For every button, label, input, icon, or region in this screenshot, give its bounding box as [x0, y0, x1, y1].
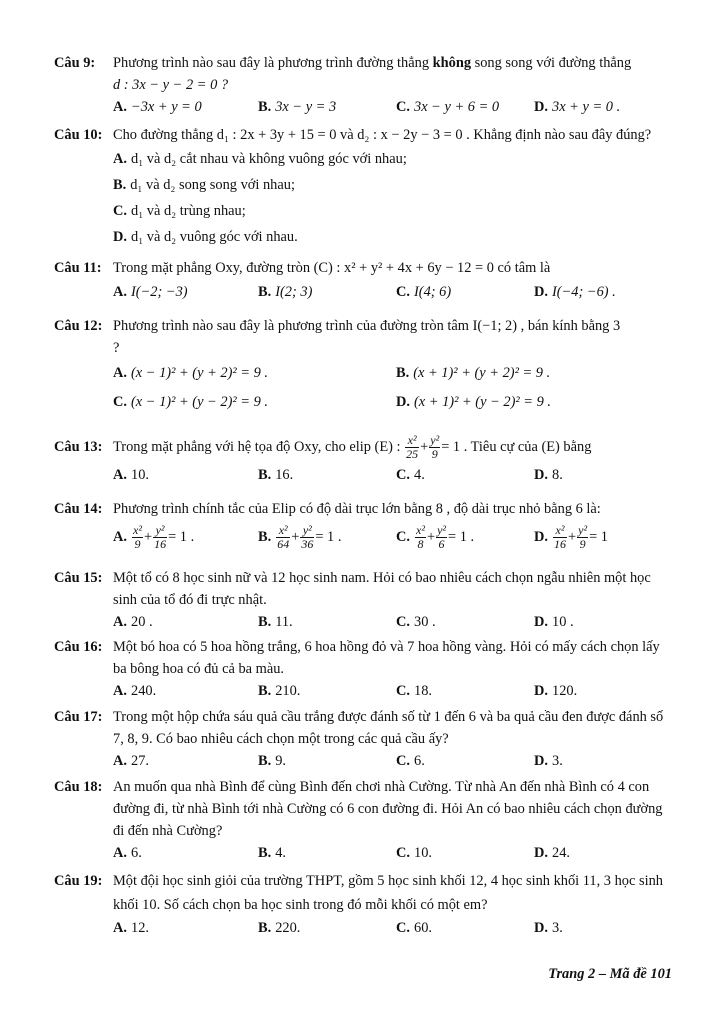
question-16 — [54, 636, 674, 703]
question-number: Câu 12: — [54, 318, 103, 334]
question-text: Một bó hoa có 5 hoa hồng trắng, 6 hoa hồng đỏ và 7 hoa hồng vàng. Hỏi có mấy cách chọn lấy ba bông hoa có đủ cả ba màu. — [113, 639, 660, 677]
option-d[interactable]: D. 3. — [534, 920, 563, 936]
question-text: Một đội học sinh giỏi của trường THPT, gồm 5 học sinh khối 12, 4 học sinh khối 11, 3 học sinh khối 10. Số cách chọn ba học sinh trong đó mỗi khối có một em? — [113, 873, 663, 913]
page-footer: Trang 2 – Mã đề 101 — [548, 966, 672, 982]
question-text: An muốn qua nhà Bình để cùng Bình đến chơi nhà Cường. Từ nhà An đến nhà Bình có 4 con đường đi, từ nhà Bình tới nhà Cường có 6 con đường đi. Hỏi An có bao nhiêu cách chọn đường đi đến nhà Cường? — [113, 779, 663, 839]
option-d[interactable]: D. 120. — [534, 683, 578, 699]
option-d[interactable]: D. I(−4; −6) . — [534, 284, 616, 300]
option-c[interactable]: C. $\frac{\text{x²}}{8}$ + $\frac{\text{y²}}{6}$ = 1 . — [396, 523, 475, 552]
option-c[interactable]: C. (x − 1)² + (y − 2)² = 9 . — [113, 394, 268, 410]
question-11 — [54, 257, 674, 305]
question-number: Câu 19: — [54, 873, 103, 889]
question-number: Câu 17: — [54, 709, 103, 725]
question-text-line2: ? — [113, 340, 120, 356]
option-b[interactable]: B. 3x − y = 3 — [258, 99, 337, 115]
options-row — [54, 750, 674, 773]
question-number: Câu 11: — [54, 260, 102, 276]
option-a[interactable]: A. 6. — [113, 845, 142, 861]
option-b[interactable]: B. 9. — [258, 753, 286, 769]
question-12 — [54, 315, 674, 417]
option-a[interactable]: A. d₁ và d₂ cắt nhau và không vuông góc với nhau; — [113, 151, 407, 167]
question-14 — [54, 498, 674, 554]
question-18 — [54, 776, 674, 865]
question-17 — [54, 706, 674, 773]
option-b[interactable]: B. d₁ và d₂ song song với nhau; — [113, 177, 295, 193]
option-d[interactable]: D. 8. — [534, 467, 563, 483]
question-13 — [54, 430, 674, 487]
options-row — [54, 464, 674, 487]
option-b[interactable]: B. (x + 1)² + (y + 2)² = 9 . — [396, 365, 551, 381]
options-row — [54, 359, 674, 388]
question-text: Phương trình nào sau đây là phương trình của đường tròn tâm I(−1; 2) , bán kính bằng 3 — [113, 318, 621, 334]
option-c[interactable]: C. 18. — [396, 683, 432, 699]
question-number: Câu 14: — [54, 501, 103, 517]
options-row — [54, 96, 674, 119]
option-c[interactable]: C. 60. — [396, 920, 432, 936]
option-a[interactable]: A. $\frac{\text{x²}}{9}$ + $\frac{\text{y²}}{16}$ = 1 . — [113, 523, 195, 552]
question-text: Trong mặt phẳng Oxy, đường tròn (C) : x² + y² + 4x + 6y − 12 = 0 có tâm là — [113, 260, 551, 276]
option-b[interactable]: B. 210. — [258, 683, 301, 699]
fraction: $\frac{\text{x²}}{25}$ — [406, 433, 419, 462]
option-c[interactable]: C. 3x − y + 6 = 0 — [396, 99, 500, 115]
option-a[interactable]: A. I(−2; −3) — [113, 284, 188, 300]
question-number: Câu 18: — [54, 779, 103, 795]
option-c[interactable]: C. 10. — [396, 845, 432, 861]
option-d[interactable]: D. 10 . — [534, 614, 574, 630]
option-d[interactable]: D. 3x + y = 0 . — [534, 99, 621, 115]
question-10 — [54, 124, 674, 250]
option-c[interactable]: C. 4. — [396, 467, 425, 483]
question-number: Câu 9: — [54, 55, 96, 71]
options-row — [54, 611, 674, 634]
option-a[interactable]: A. (x − 1)² + (y + 2)² = 9 . — [113, 365, 268, 381]
option-b[interactable]: B. 4. — [258, 845, 286, 861]
option-a[interactable]: A. −3x + y = 0 — [113, 99, 202, 115]
question-text: Phương trình chính tắc của Elip có độ dài trục lớn bằng 8 , độ dài trục nhỏ bằng 6 là: — [113, 501, 601, 517]
option-a[interactable]: A. 10. — [113, 467, 149, 483]
option-a[interactable]: A. 27. — [113, 753, 149, 769]
options-row — [54, 917, 674, 940]
option-a[interactable]: A. 12. — [113, 920, 149, 936]
option-d[interactable]: D. 3. — [534, 753, 563, 769]
question-text: Trong một hộp chứa sáu quả cầu trắng được đánh số từ 1 đến 6 và ba quả cầu đen được đánh số 7, 8, 9. Có bao nhiêu cách chọn một trong các quả cầu ấy? — [113, 709, 664, 747]
option-b[interactable]: B. $\frac{\text{x²}}{64}$ + $\frac{\text{y²}}{36}$ = 1 . — [258, 523, 342, 552]
question-number: Câu 15: — [54, 570, 103, 586]
question-number: Câu 13: — [54, 439, 103, 455]
question-text-line2: d : 3x − y − 2 = 0 ? — [113, 77, 229, 93]
question-text: Phương trình nào sau đây là phương trình đường thẳng không song song với đường thẳng — [113, 55, 632, 71]
option-b[interactable]: B. 220. — [258, 920, 301, 936]
option-d[interactable]: D. $\frac{\text{x²}}{16}$ + $\frac{\text{y²}}{9}$ = 1 — [534, 523, 608, 552]
fraction: $\frac{\text{y²}}{9}$ — [430, 433, 440, 462]
options-row — [54, 842, 674, 865]
option-a[interactable]: A. 20 . — [113, 614, 153, 630]
options-row — [54, 680, 674, 703]
option-d[interactable]: D. (x + 1)² + (y − 2)² = 9 . — [396, 394, 551, 410]
option-d[interactable]: D. 24. — [534, 845, 570, 861]
option-c[interactable]: C. 30 . — [396, 614, 436, 630]
option-c[interactable]: C. I(4; 6) — [396, 284, 452, 300]
option-c[interactable]: C. 6. — [396, 753, 425, 769]
option-a[interactable]: A. 240. — [113, 683, 157, 699]
option-b[interactable]: B. 16. — [258, 467, 294, 483]
question-15 — [54, 567, 674, 634]
question-19 — [54, 869, 674, 940]
question-number: Câu 16: — [54, 639, 103, 655]
question-text: Một tổ có 8 học sinh nữ và 12 học sinh nam. Hỏi có bao nhiêu cách chọn ngẫu nhiên một học sinh của tổ đó đi trực nhật. — [113, 570, 651, 608]
question-number: Câu 10: — [54, 127, 103, 143]
question-text: Trong mặt phẳng với hệ tọa độ Oxy, cho elip (E) : $\frac{\text{x²}}{25}$ + $\frac{\text{y²}}{9}$ = 1 . Tiêu cự của (E) bằng — [113, 433, 592, 462]
question-text: Cho đường thẳng d₁ : 2x + 3y + 15 = 0 và d₂ : x − 2y − 3 = 0 . Khẳng định nào sau đây đúng? — [113, 127, 652, 143]
options-row — [54, 279, 674, 305]
options-row — [54, 520, 674, 554]
option-c[interactable]: C. d₁ và d₂ trùng nhau; — [113, 203, 246, 219]
options-row — [54, 388, 674, 417]
option-b[interactable]: B. I(2; 3) — [258, 284, 313, 300]
option-d[interactable]: D. d₁ và d₂ vuông góc với nhau. — [113, 229, 298, 245]
option-b[interactable]: B. 11. — [258, 614, 293, 630]
question-9 — [54, 52, 674, 119]
